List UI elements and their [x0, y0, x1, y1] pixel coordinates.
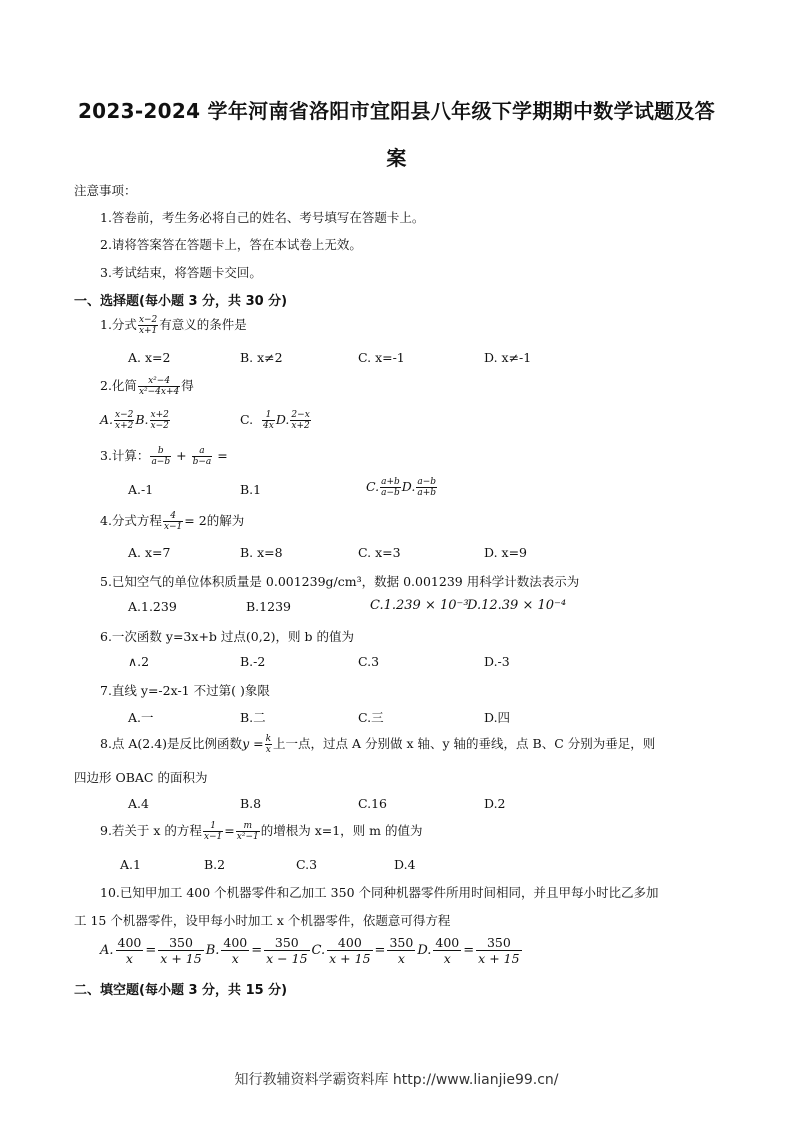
question-8-cont: 四边形 OBAC 的面积为	[74, 770, 208, 785]
frac-den: x + 15	[329, 951, 371, 966]
frac-num: m	[236, 821, 260, 832]
option-b: B.2	[204, 857, 226, 872]
frac-den: b−a	[192, 457, 212, 467]
q-prefix: 1.分式	[100, 317, 137, 332]
option-a: A.1	[120, 857, 141, 872]
section-heading: 一、选择题(每小题 3 分，共 30 分)	[74, 294, 288, 309]
frac-den: x + 15	[160, 951, 202, 966]
fraction	[327, 935, 372, 966]
fraction	[116, 935, 144, 966]
option-c-label: C.	[240, 412, 254, 427]
options-cd	[366, 477, 438, 498]
footer-watermark: 知行教辅资料学霸资料库 http://www.lianjie99.cn/	[234, 1072, 559, 1088]
option-b-label: B.	[205, 943, 220, 958]
fraction	[290, 410, 310, 431]
frac-den: x+2	[115, 421, 134, 431]
option-b-label: B.	[135, 412, 149, 427]
option-c: C.16	[358, 796, 387, 811]
frac-den: x²−1	[236, 832, 259, 842]
fraction	[236, 821, 260, 842]
frac-den: x+2	[291, 421, 310, 431]
frac-num: 350	[264, 935, 309, 951]
fraction	[114, 410, 134, 431]
frac-den: x−2	[150, 421, 169, 431]
frac-den: x + 15	[478, 951, 520, 966]
fraction	[433, 935, 461, 966]
equals-sign: =	[224, 823, 235, 838]
question-1	[100, 315, 247, 336]
equals-sign: =	[145, 943, 157, 958]
question-5: 5.已知空气的单位体积质量是 0.001239g/cm³，数据 0.001239 用科学计数法表示为	[100, 574, 580, 589]
frac-num: x−2	[115, 410, 134, 420]
option-a: A.一	[128, 710, 154, 725]
question-10: 10.已知甲加工 400 个机器零件和乙加工 350 个同种机器零件所用时间相同，并且甲每小时比乙多加	[100, 885, 659, 900]
fraction	[265, 734, 272, 755]
question-2	[100, 376, 194, 397]
option-d-label: D.	[275, 412, 290, 427]
frac-den: x	[125, 951, 133, 966]
frac-num: x+2	[150, 410, 169, 420]
frac-den: x−1	[163, 522, 183, 532]
option-c: C. x=3	[358, 545, 401, 560]
frac-num: 1	[262, 410, 275, 421]
fraction	[416, 477, 437, 498]
question-6: 6.一次函数 y=3x+b 过点(0,2)，则 b 的值为	[100, 629, 354, 644]
option-c: C.三	[358, 710, 384, 725]
fraction	[476, 935, 521, 966]
frac-den: x	[397, 951, 405, 966]
frac-num: 2−x	[291, 410, 310, 420]
question-10-cont: 工 15 个机器零件，设甲每小时加工 x 个机器零件，依题意可得方程	[74, 913, 451, 928]
fraction	[387, 935, 415, 966]
notice-item: 3.考试结束，将答题卡交回。	[100, 265, 262, 280]
option-c-label: C.	[311, 943, 326, 958]
option-b: B.8	[240, 796, 262, 811]
option-c: C. x=-1	[358, 350, 405, 365]
question-7: 7.直线 y=-2x-1 不过第( )象限	[100, 683, 270, 698]
frac-den: a+b	[417, 488, 436, 498]
q-prefix: 8.点 A(2.4)是反比例函数	[100, 736, 243, 751]
option-a: A. x=7	[128, 545, 171, 560]
q-prefix: 9.若关于 x 的方程	[100, 823, 202, 838]
frac-den: x²−4x+4	[138, 387, 180, 397]
option-c: C.3	[358, 654, 380, 669]
fraction	[138, 376, 180, 397]
fraction	[221, 935, 249, 966]
equals-sign: =	[251, 943, 263, 958]
frac-num: x²−4	[138, 376, 180, 387]
page-title: 2023-2024 学年河南省洛阳市宜阳县八年级下学期期中数学试题及答	[77, 99, 716, 123]
frac-num: 400	[223, 935, 248, 950]
frac-num: 400	[327, 935, 372, 951]
option-a-label: A.	[100, 412, 114, 427]
frac-den: x+1	[138, 326, 158, 336]
option-b: B.1239	[246, 599, 291, 614]
q-prefix: 2.化简	[100, 378, 137, 393]
q-suffix: 的增根为 x=1，则 m 的值为	[260, 823, 423, 838]
frac-den: x	[231, 951, 239, 966]
frac-den: a−b	[381, 488, 400, 498]
frac-den: x	[265, 745, 271, 755]
frac-num: a+b	[381, 477, 400, 487]
frac-num: 350	[158, 935, 203, 951]
q-suffix: 有意义的条件是	[159, 317, 247, 332]
fraction	[163, 511, 183, 532]
fraction	[192, 446, 213, 467]
option-d: D. x≠-1	[484, 350, 532, 365]
option-c-label: C.	[366, 479, 380, 494]
notice-heading: 注意事项：	[74, 183, 137, 198]
option-a: A.1.239	[128, 599, 177, 614]
option-a: ∧.2	[128, 654, 150, 669]
q-suffix: 得	[181, 378, 194, 393]
q-suffix: 上一点，过点 A 分别做 x 轴、y 轴的垂线，点 B、C 分别为垂足，则	[273, 736, 656, 751]
frac-num: 350	[476, 935, 521, 951]
question-9	[100, 821, 422, 842]
q-prefix: 4.分式方程	[100, 513, 162, 528]
fraction	[262, 410, 275, 431]
frac-num: 4	[163, 511, 183, 522]
option-a-label: A.	[100, 943, 114, 958]
frac-num: a−b	[417, 477, 436, 487]
options-ab	[100, 410, 171, 431]
equals-sign: =	[463, 943, 475, 958]
fraction	[203, 821, 223, 842]
fraction	[150, 410, 170, 431]
option-d-label: D.	[417, 943, 432, 958]
question-4	[100, 511, 244, 532]
frac-num: 400	[435, 935, 460, 950]
frac-num: b	[150, 446, 171, 457]
question-8	[100, 734, 655, 755]
frac-den: x−1	[203, 832, 223, 842]
fraction	[138, 315, 158, 336]
equals-sign: =	[374, 943, 386, 958]
option-d: D.-3	[484, 654, 510, 669]
option-c: C.1.239 × 10⁻³	[370, 598, 469, 613]
option-d: D.12.39 × 10⁻⁴	[467, 598, 567, 613]
q10-options	[100, 935, 524, 966]
frac-num: 400	[117, 935, 142, 950]
frac-num: a	[192, 446, 213, 457]
frac-den: 4x	[263, 421, 274, 431]
notice-item: 1.答卷前，考生务必将自己的姓名、考号填写在答题卡上。	[100, 210, 425, 225]
option-b: B.1	[240, 482, 262, 497]
func-lhs: y =	[242, 736, 264, 751]
option-b: B.二	[240, 710, 266, 725]
frac-num: x−2	[138, 315, 158, 325]
fraction	[158, 935, 203, 966]
frac-den: a−b	[151, 457, 171, 467]
notice-item: 2.请将答案答在答题卡上，答在本试卷上无效。	[100, 237, 362, 252]
question-3	[100, 446, 228, 467]
option-a: A.-1	[128, 482, 154, 497]
options-cd	[240, 410, 312, 431]
frac-num: k	[265, 734, 272, 744]
fraction	[264, 935, 309, 966]
option-d: D. x=9	[484, 545, 527, 560]
equals-sign: =	[217, 448, 228, 463]
fraction	[150, 446, 171, 467]
option-d: D.4	[394, 857, 416, 872]
q-prefix: 3.计算：	[100, 448, 150, 463]
frac-den: x − 15	[266, 951, 308, 966]
page-title-cont: 案	[386, 146, 407, 170]
option-d-label: D.	[401, 479, 416, 494]
section-heading: 二、填空题(每小题 3 分，共 15 分)	[74, 983, 288, 998]
option-b: B. x≠2	[240, 350, 283, 365]
equation-rhs: = 2	[184, 513, 207, 528]
q-suffix: 的解为	[206, 513, 245, 528]
option-b: B.-2	[240, 654, 266, 669]
option-d: D.2	[484, 796, 506, 811]
fraction	[380, 477, 401, 498]
option-c: C.3	[296, 857, 318, 872]
frac-num: 1	[203, 821, 223, 832]
option-a: A.4	[128, 796, 149, 811]
frac-num: 350	[389, 935, 414, 950]
option-d: D.四	[484, 710, 511, 725]
plus-sign: +	[176, 448, 187, 463]
option-a: A. x=2	[128, 350, 171, 365]
frac-den: x	[443, 951, 451, 966]
option-b: B. x=8	[240, 545, 283, 560]
